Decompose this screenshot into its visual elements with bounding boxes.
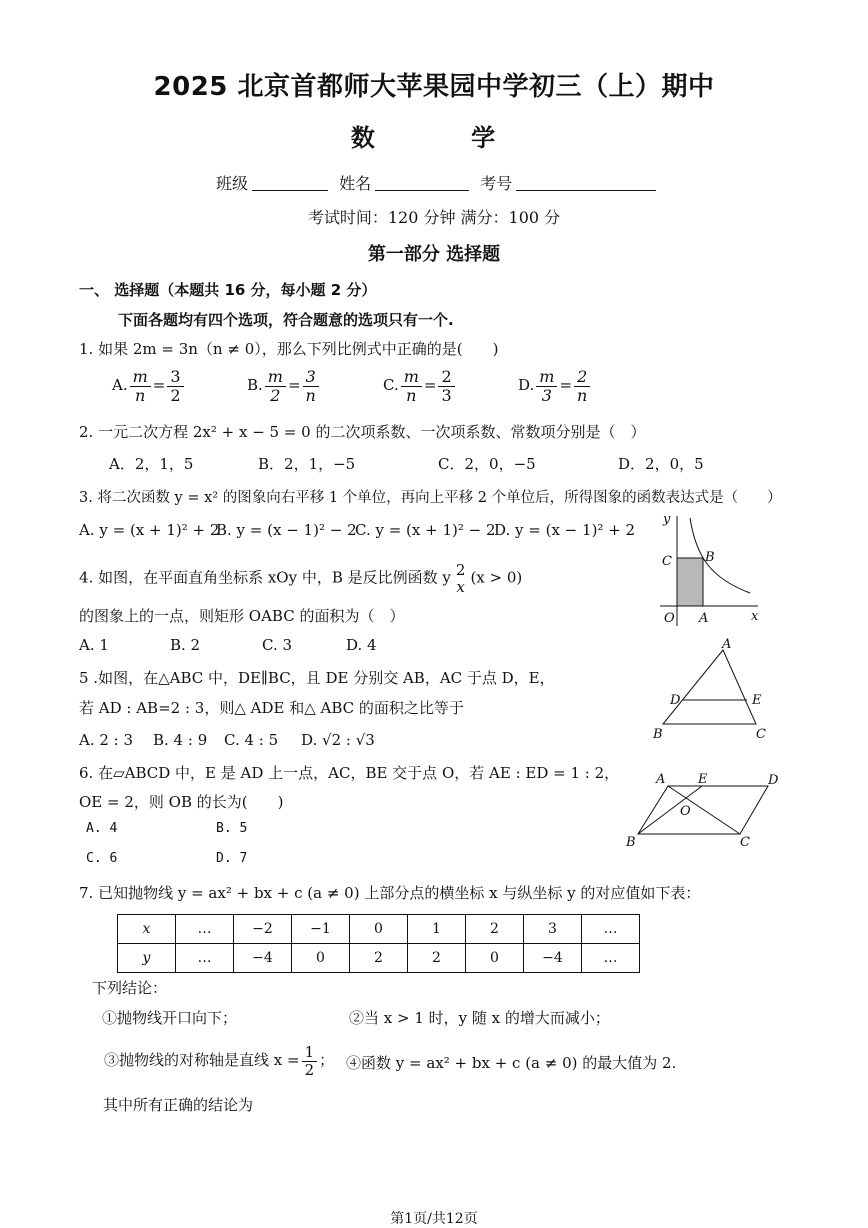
parallelogram-abcd [638,786,768,834]
frac-den: 3 [441,385,452,405]
part-title: 第一部分 选择题 [367,244,501,265]
option-label: B. [247,376,263,395]
q7-conclusion-2: ②当 x > 1 时，y 随 x 的增大而减小； [349,1009,610,1027]
q2-option-d[interactable]: D．2，0，5 [618,455,704,473]
frac-num: 2 [438,368,454,387]
equals: = [287,376,301,395]
table-cell: … [176,944,234,973]
point-b-label: B [705,550,715,565]
point-o-label: O [680,804,691,819]
q7-ask: 其中所有正确的结论为 [103,1096,254,1114]
point-d-label: D [670,693,681,708]
option-label: C. [383,376,399,395]
point-c-label: C [662,554,672,569]
frac-num: 2 [574,368,590,387]
equals: = [152,376,166,395]
page-title: 2025 北京首都师大苹果园中学初三（上）期中 [153,72,715,102]
equals: = [559,376,573,395]
q6-figure [622,768,787,850]
q7-conclusion-4: ④函数 y = ax² + bx + c (a ≠ 0) 的最大值为 2. [346,1054,677,1072]
q5-option-c[interactable]: C. 4 : 5 [224,731,279,749]
frac-den: 2 [304,1060,315,1079]
frac-num: 1 [302,1044,318,1062]
q6-option-a[interactable]: A. 4 [86,821,118,836]
table-cell: … [176,915,234,944]
table-cell: 2 [466,915,524,944]
q3-option-d[interactable]: D. y = (x − 1)² + 2 [494,521,636,539]
table-cell: 0 [292,944,350,973]
point-a-label: A [722,637,732,652]
frac-num: 2 [455,561,466,579]
point-b-label: B [653,727,663,742]
point-c-label: C [740,835,750,850]
q3-option-b[interactable]: B. y = (x − 1)² − 2 [216,521,357,539]
q4-option-b[interactable]: B. 2 [170,636,201,654]
point-d-label: D [768,773,779,788]
table-cell: 1 [408,915,466,944]
frac-den: 2 [170,385,181,405]
table-cell: … [582,915,640,944]
triangle-abc [663,650,756,724]
frac-den: n [305,385,316,405]
q5-stem-2: 若 AD : AB=2 : 3，则△ ADE 和△ ABC 的面积之比等于 [79,699,464,717]
q6-stem: 6. 在▱ABCD 中，E 是 AD 上一点，AC，BE 交于点 O，若 AE : ED = 1 : 2， [79,764,620,782]
q1-option-b[interactable] [247,368,321,404]
point-a-label: A [656,772,666,787]
q7-conclusions-label: 下列结论： [92,979,168,997]
class-blank[interactable] [252,174,328,191]
segment-be [638,786,702,834]
name-blank[interactable] [375,174,469,191]
table-cell: −2 [234,915,292,944]
q3-option-a[interactable]: A. y = (x + 1)² + 2 [79,521,220,539]
frac-num: m [401,368,422,387]
table-cell: x [118,915,176,944]
q5-option-d[interactable]: D. √2 : √3 [301,731,375,749]
frac-den: 2 [270,385,281,405]
section-heading: 一、 选择题（本题共 16 分，每小题 2 分） [79,281,377,299]
table-cell: … [582,944,640,973]
q4-option-c[interactable]: C. 3 [262,636,293,654]
q2-option-c[interactable]: C．2，0，−5 [438,455,536,473]
q7-value-table [117,914,640,973]
q1-option-d[interactable] [518,368,592,404]
q2-option-a[interactable]: A．2，1，5 [109,455,194,473]
q2-option-b[interactable]: B．2，1，−5 [258,455,356,473]
q6-option-b[interactable]: B. 5 [216,821,248,836]
id-label: 考号 [480,174,513,193]
rectangle-oabc [677,558,703,606]
q4-option-d[interactable]: D. 4 [346,636,377,654]
table-row [118,915,640,944]
q4-figure [650,508,770,633]
q3-stem: 3. 将二次函数 y = x² 的图象向右平移 1 个单位，再向上平移 2 个单位后，所得图象的函数表达式是（ ） [79,490,782,506]
option-label: D. [518,376,535,395]
point-o-label: O [664,611,675,626]
table-cell: 3 [524,915,582,944]
table-cell: y [118,944,176,973]
exam-info: 考试时间：120 分钟 满分：100 分 [307,208,561,227]
q6-stem-2: OE = 2，则 OB 的长为( ) [79,793,284,811]
frac-den: 3 [541,385,552,405]
frac-den: x [456,577,465,596]
point-e-label: E [752,693,762,708]
x-axis-label: x [751,609,759,624]
section-instruction: 下面各题均有四个选项，符合题意的选项只有一个. [118,311,454,329]
q6-option-c[interactable]: C. 6 [86,851,118,866]
table-cell: −4 [234,944,292,973]
q3-option-c[interactable]: C. y = (x + 1)² − 2 [355,521,496,539]
frac-num: m [265,368,286,387]
q7-stem: 7. 已知抛物线 y = ax² + bx + c (a ≠ 0) 上部分点的横坐标 x 与纵坐标 y 的对应值如下表： [79,884,701,902]
table-cell: 2 [350,944,408,973]
point-c-label: C [756,727,766,742]
class-label: 班级 [216,174,249,193]
diagonal-ac [668,786,740,834]
name-label: 姓名 [339,174,372,193]
point-a-label: A [699,611,709,626]
point-b-label: B [626,835,636,850]
frac-den: n [406,385,417,405]
equals: = [423,376,437,395]
q4-stem-cond: (x > 0) [470,568,523,587]
frac-num: m [130,368,151,387]
q7-conclusion-1: ①抛物线开口向下； [102,1009,238,1027]
q4-stem-2: 的图象上的一点，则矩形 OABC 的面积为（ ） [79,607,405,625]
q1-option-a[interactable] [112,368,186,404]
conclusion-3-text: ③抛物线的对称轴是直线 x = [104,1051,300,1069]
q4-option-a[interactable]: A. 1 [79,636,109,654]
option-label: A. [112,376,128,395]
table-cell: 0 [350,915,408,944]
frac-num: m [536,368,557,387]
q2-stem: 2. 一元二次方程 2x² + x − 5 = 0 的二次项系数、一次项系数、常数项分别是（ ） [79,423,646,441]
table-row [118,944,640,973]
page-footer: 第1页/共12页 [390,1211,478,1227]
table-cell: 0 [466,944,524,973]
student-info-line [216,171,662,194]
table-cell: −1 [292,915,350,944]
q5-option-b[interactable]: B. 4 : 9 [153,731,208,749]
id-blank[interactable] [516,174,656,191]
frac-num: 3 [167,368,183,387]
frac-den: n [135,385,146,405]
q1-option-c[interactable] [383,368,457,404]
point-e-label: E [698,772,708,787]
q4-stem-text: 4. 如图，在平面直角坐标系 xOy 中，B 是反比例函数 y [79,568,451,587]
q7-conclusion-3 [104,1044,334,1078]
q6-option-d[interactable]: D. 7 [216,851,248,866]
q5-figure [648,636,773,744]
frac-num: 3 [303,368,319,387]
table-cell: 2 [408,944,466,973]
q5-stem: 5 .如图，在△ABC 中，DE∥BC，且 DE 分别交 AB，AC 于点 D，E， [79,669,555,687]
frac-den: n [577,385,588,405]
subject-title: 数 学 [350,124,540,152]
conclusion-3-end: ； [319,1051,335,1069]
q5-option-a[interactable]: A. 2 : 3 [79,731,134,749]
table-cell: −4 [524,944,582,973]
q4-stem [79,562,522,595]
q1-stem: 1. 如果 2m = 3n（n ≠ 0），那么下列比例式中正确的是( ) [79,340,499,358]
y-axis-label: y [663,512,671,527]
